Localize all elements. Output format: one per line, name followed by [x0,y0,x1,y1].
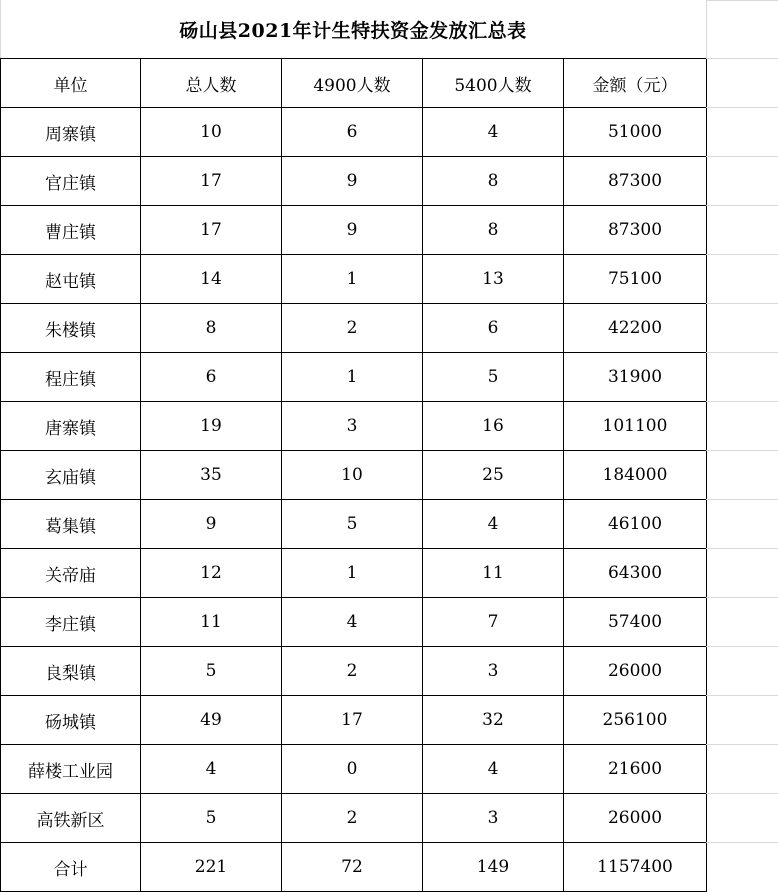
sheet-gridline [706,646,778,647]
amount-cell[interactable]: 46100 [564,500,707,549]
total-people-cell[interactable]: 6 [141,353,282,402]
unit-cell[interactable]: 良梨镇 [1,647,141,696]
sheet-gridline [706,107,778,108]
table-row [1,255,707,304]
people-5400-cell[interactable]: 8 [423,206,564,255]
total-unit-cell[interactable]: 合计 [1,843,141,892]
total-people-cell[interactable]: 9 [141,500,282,549]
table-row [1,745,707,794]
amount-cell[interactable]: 101100 [564,402,707,451]
sheet-gridline [706,744,778,745]
people-5400-cell[interactable]: 11 [423,549,564,598]
summary-table [0,58,707,892]
people-5400-cell[interactable]: 3 [423,794,564,843]
amount-cell[interactable]: 26000 [564,794,707,843]
table-row [1,451,707,500]
unit-cell[interactable]: 曹庄镇 [1,206,141,255]
people-4900-cell[interactable]: 9 [282,206,423,255]
people-4900-cell[interactable]: 10 [282,451,423,500]
unit-cell[interactable]: 葛集镇 [1,500,141,549]
unit-cell[interactable]: 周寨镇 [1,108,141,157]
table-row [1,598,707,647]
sheet-gridline [706,793,778,794]
header-cell-total-people[interactable]: 总人数 [141,59,282,108]
unit-cell[interactable]: 朱楼镇 [1,304,141,353]
people-5400-cell[interactable]: 32 [423,696,564,745]
total-people-cell[interactable]: 10 [141,108,282,157]
total-people-4900-cell[interactable]: 72 [282,843,423,892]
people-5400-cell[interactable]: 8 [423,157,564,206]
amount-cell[interactable]: 87300 [564,157,707,206]
amount-cell[interactable]: 57400 [564,598,707,647]
sheet-gridline [706,0,778,1]
sheet-gridline [706,450,778,451]
total-people-cell[interactable]: 19 [141,402,282,451]
table-row [1,206,707,255]
sheet-gridline [706,205,778,206]
people-4900-cell[interactable]: 5 [282,500,423,549]
table-row [1,696,707,745]
sheet-gridline [706,695,778,696]
amount-cell[interactable]: 31900 [564,353,707,402]
unit-cell[interactable]: 薛楼工业园 [1,745,141,794]
total-people-cell[interactable]: 14 [141,255,282,304]
total-row [1,843,707,892]
unit-cell[interactable]: 李庄镇 [1,598,141,647]
table-row [1,500,707,549]
total-people-cell[interactable]: 5 [141,647,282,696]
amount-cell[interactable]: 26000 [564,647,707,696]
table-row [1,108,707,157]
people-4900-cell[interactable]: 17 [282,696,423,745]
sheet-title[interactable]: 砀山县2021年计生特扶资金发放汇总表 [179,19,527,42]
people-5400-cell[interactable]: 3 [423,647,564,696]
header-cell-4900-people[interactable]: 4900人数 [282,59,423,108]
header-cell-amount[interactable]: 金额（元） [564,59,707,108]
unit-cell[interactable]: 程庄镇 [1,353,141,402]
people-4900-cell[interactable]: 1 [282,549,423,598]
unit-cell[interactable]: 唐寨镇 [1,402,141,451]
people-5400-cell[interactable]: 6 [423,304,564,353]
unit-cell[interactable]: 高铁新区 [1,794,141,843]
unit-cell[interactable]: 玄庙镇 [1,451,141,500]
sheet-gridline [706,401,778,402]
header-row [1,59,707,108]
total-people-cell[interactable]: 17 [141,206,282,255]
table-row [1,549,707,598]
table-row [1,794,707,843]
table-row [1,304,707,353]
table-row [1,402,707,451]
total-amount-cell[interactable]: 1157400 [564,843,707,892]
amount-cell[interactable]: 75100 [564,255,707,304]
unit-cell[interactable]: 赵屯镇 [1,255,141,304]
sheet-gridline [706,58,778,59]
people-5400-cell[interactable]: 5 [423,353,564,402]
people-4900-cell[interactable]: 1 [282,255,423,304]
unit-cell[interactable]: 关帝庙 [1,549,141,598]
people-5400-cell[interactable]: 4 [423,745,564,794]
header-cell-unit[interactable]: 单位 [1,59,141,108]
sheet-gridline [706,842,778,843]
people-4900-cell[interactable]: 0 [282,745,423,794]
total-people-cell[interactable]: 49 [141,696,282,745]
sheet-gridline [706,352,778,353]
sheet-gridline [706,156,778,157]
header-cell-5400-people[interactable]: 5400人数 [423,59,564,108]
people-5400-cell[interactable]: 4 [423,500,564,549]
people-5400-cell[interactable]: 25 [423,451,564,500]
table-row [1,647,707,696]
sheet-gridline [706,597,778,598]
amount-cell[interactable]: 42200 [564,304,707,353]
amount-cell[interactable]: 51000 [564,108,707,157]
sheet-gridline [706,548,778,549]
people-5400-cell[interactable]: 7 [423,598,564,647]
people-4900-cell[interactable]: 4 [282,598,423,647]
people-5400-cell[interactable]: 4 [423,108,564,157]
total-people-cell[interactable]: 5 [141,794,282,843]
total-people-cell[interactable]: 17 [141,157,282,206]
amount-cell[interactable]: 64300 [564,549,707,598]
people-4900-cell[interactable]: 9 [282,157,423,206]
amount-cell[interactable]: 184000 [564,451,707,500]
sheet-gridline [706,499,778,500]
people-5400-cell[interactable]: 13 [423,255,564,304]
amount-cell[interactable]: 87300 [564,206,707,255]
sheet-gridline [706,254,778,255]
sheet-gridline [706,303,778,304]
people-4900-cell[interactable]: 2 [282,794,423,843]
table-row [1,353,707,402]
people-4900-cell[interactable]: 6 [282,108,423,157]
people-4900-cell[interactable]: 2 [282,304,423,353]
people-4900-cell[interactable]: 2 [282,647,423,696]
total-people-cell[interactable]: 12 [141,549,282,598]
total-people-cell[interactable]: 4 [141,745,282,794]
total-people-5400-cell[interactable]: 149 [423,843,564,892]
amount-cell[interactable]: 21600 [564,745,707,794]
total-people-cell[interactable]: 35 [141,451,282,500]
people-5400-cell[interactable]: 16 [423,402,564,451]
unit-cell[interactable]: 砀城镇 [1,696,141,745]
unit-cell[interactable]: 官庄镇 [1,157,141,206]
total-people-cell[interactable]: 8 [141,304,282,353]
table-row [1,157,707,206]
people-4900-cell[interactable]: 3 [282,402,423,451]
amount-cell[interactable]: 256100 [564,696,707,745]
people-4900-cell[interactable]: 1 [282,353,423,402]
total-total-people-cell[interactable]: 221 [141,843,282,892]
total-people-cell[interactable]: 11 [141,598,282,647]
